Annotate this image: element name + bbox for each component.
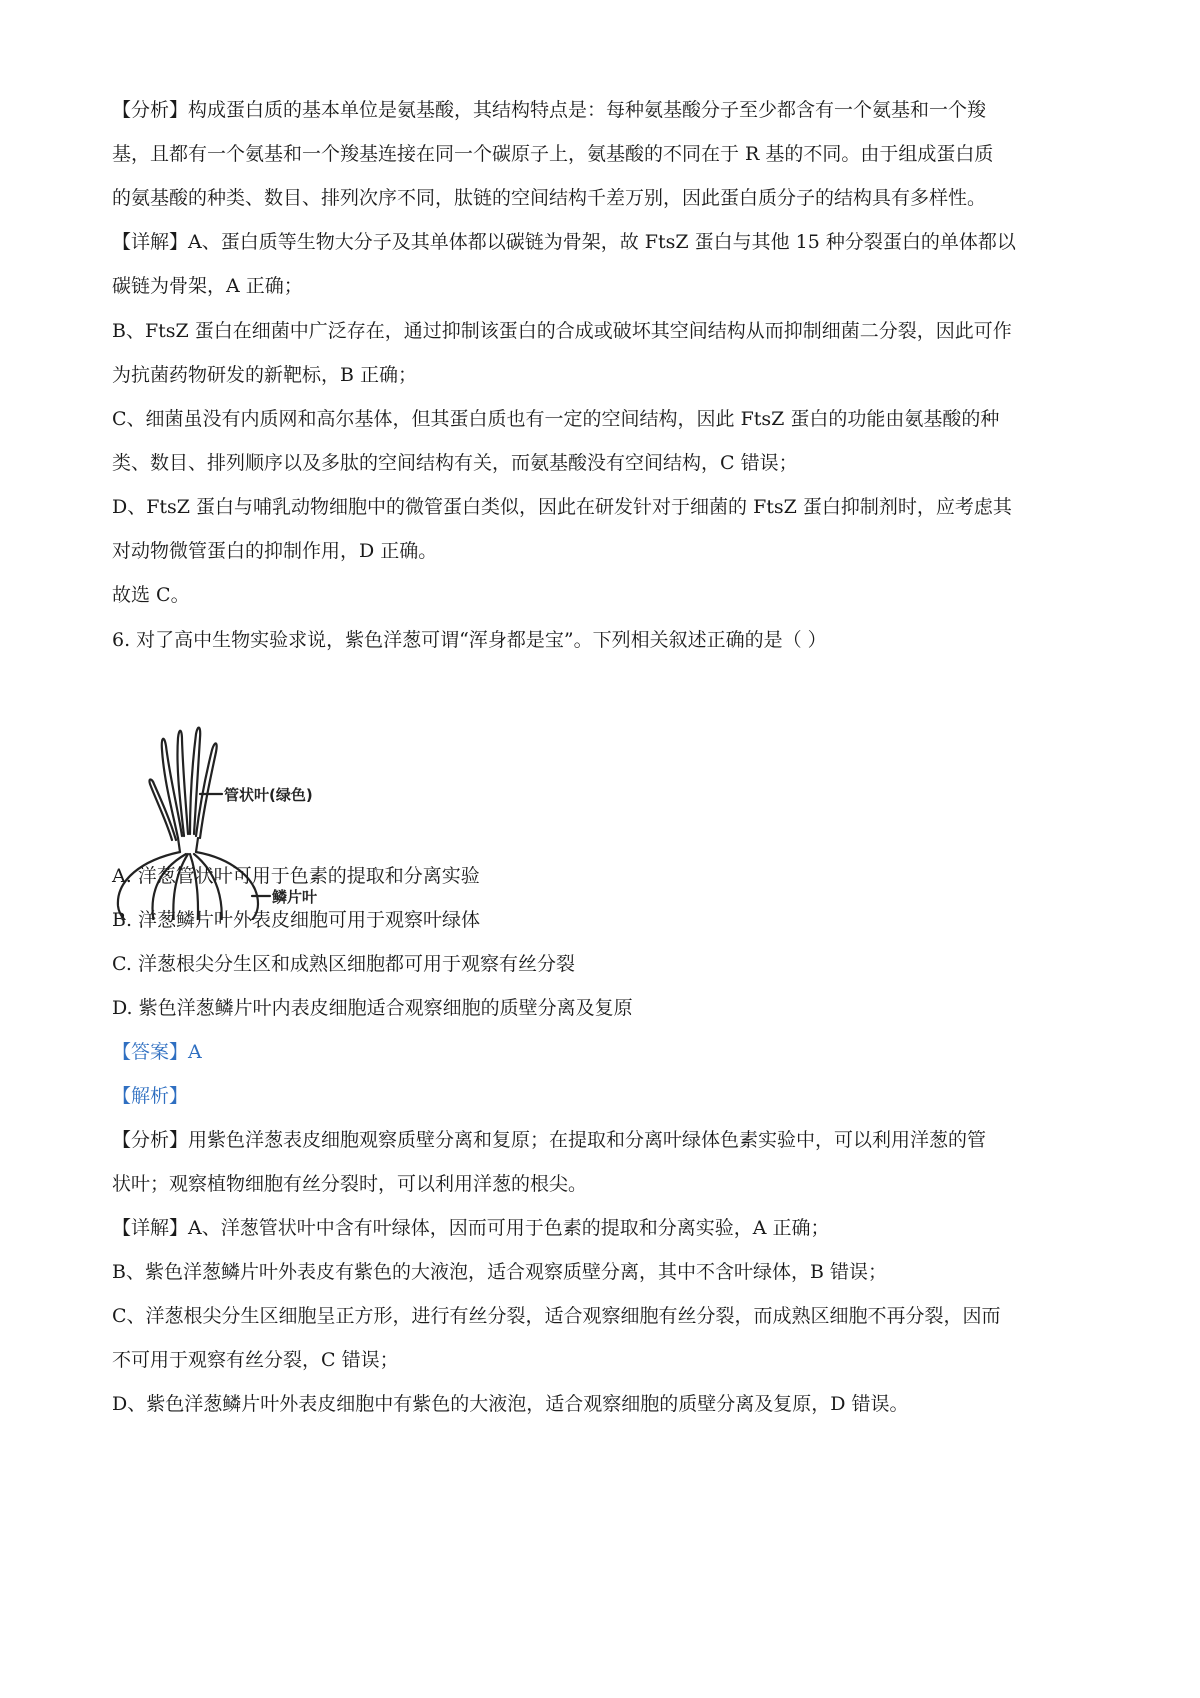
detail-line-5: C、细菌虽没有内质网和高尔基体，但其蛋白质也有一定的空间结构，因此 FtsZ 蛋白的功能由氨基酸的种 [112, 408, 1000, 430]
detail-line-8: 对动物微管蛋白的抑制作用，D 正确。 [112, 540, 438, 562]
option-b: B. 洋葱鳞片叶外表皮细胞可用于观察叶绿体 [112, 909, 481, 931]
option-c: C. 洋葱根尖分生区和成熟区细胞都可用于观察有丝分裂 [112, 953, 575, 975]
answer-detail-line-1: 【详解】A、洋葱管状叶中含有叶绿体，因而可用于色素的提取和分离实验，A 正确； [112, 1217, 830, 1239]
analysis-line-1: 【分析】构成蛋白质的基本单位是氨基酸，其结构特点是：每种氨基酸分子至少都含有一个氨基和一个羧 [112, 99, 987, 121]
onion-figure [112, 720, 352, 920]
tubular-leaf-label: 管状叶(绿色) [224, 786, 313, 804]
option-a: A. 洋葱管状叶可用于色素的提取和分离实验 [112, 865, 480, 887]
analysis-line-3: 的氨基酸的种类、数目、排列次序不同，肽链的空间结构千差万别，因此蛋白质分子的结构具有多样性。 [112, 187, 987, 209]
onion-diagram [112, 720, 352, 920]
detail-line-6: 类、数目、排列顺序以及多肽的空间结构有关，而氨基酸没有空间结构，C 错误； [112, 452, 798, 474]
detail-line-1: 【详解】A、蛋白质等生物大分子及其单体都以碳链为骨架，故 FtsZ 蛋白与其他 15 种分裂蛋白的单体都以 [112, 231, 1016, 253]
analysis-line-2: 基，且都有一个氨基和一个羧基连接在同一个碳原子上，氨基酸的不同在于 R 基的不同。由于组成蛋白质 [112, 143, 994, 165]
conclusion-line: 故选 C。 [112, 584, 190, 606]
answer-analysis-line-1: 【分析】用紫色洋葱表皮细胞观察质壁分离和复原；在提取和分离叶绿体色素实验中，可以利用洋葱的管 [112, 1129, 987, 1151]
answer-analysis-line-2: 状叶；观察植物细胞有丝分裂时，可以利用洋葱的根尖。 [112, 1173, 588, 1195]
answer-detail-line-2: B、紫色洋葱鳞片叶外表皮有紫色的大液泡，适合观察质壁分离，其中不含叶绿体，B 错误； [112, 1261, 887, 1283]
option-d: D. 紫色洋葱鳞片叶内表皮细胞适合观察细胞的质壁分离及复原 [112, 997, 633, 1019]
detail-line-4: 为抗菌药物研发的新靶标，B 正确； [112, 364, 418, 386]
detail-line-2: 碳链为骨架，A 正确； [112, 275, 303, 297]
detail-line-7: D、FtsZ 蛋白与哺乳动物细胞中的微管蛋白类似，因此在研发针对于细菌的 FtsZ 蛋白抑制剂时，应考虑其 [112, 496, 1012, 518]
answer-heading: 【答案】A [112, 1041, 202, 1063]
detail-line-3: B、FtsZ 蛋白在细菌中广泛存在，通过抑制该蛋白的合成或破坏其空间结构从而抑制细菌二分裂，因此可作 [112, 320, 1012, 342]
answer-detail-line-4: 不可用于观察有丝分裂，C 错误； [112, 1349, 399, 1371]
answer-detail-line-3: C、洋葱根尖分生区细胞呈正方形，进行有丝分裂，适合观察细胞有丝分裂，而成熟区细胞不再分裂，因而 [112, 1305, 1001, 1327]
answer-detail-line-5: D、紫色洋葱鳞片叶外表皮细胞中有紫色的大液泡，适合观察细胞的质壁分离及复原，D 错误。 [112, 1393, 909, 1415]
scale-leaf-label: 鳞片叶 [272, 888, 318, 906]
explanation-heading: 【解析】 [112, 1085, 189, 1107]
question-6: 6. 对了高中生物实验求说，紫色洋葱可谓“浑身都是宝”。下列相关叙述正确的是（ ） [112, 629, 827, 651]
